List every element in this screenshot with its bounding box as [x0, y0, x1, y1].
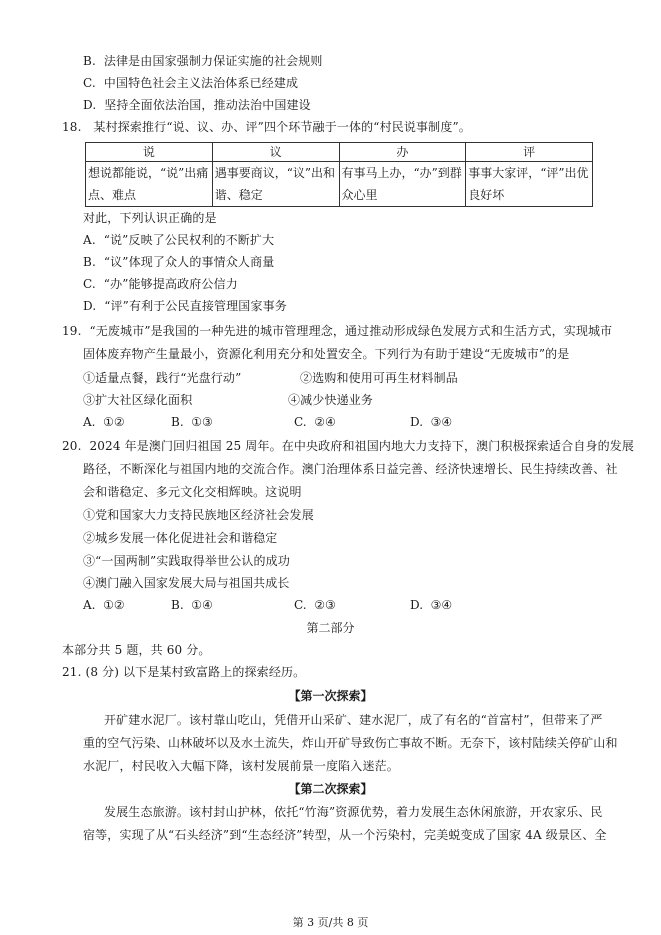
q19-stem-line2: 固体废弃物产生量最小，资源化利用充分和处置安全。下列行为有助于建设“无废城市”的是 [83, 347, 570, 361]
q18-option-d: D. “评”有利于公民直接管理国家事务 [83, 299, 287, 313]
table-header-cell: 办 [339, 143, 466, 162]
q17-option-c: C. 中国特色社会主义法治体系已经建成 [83, 76, 299, 90]
q21-section1-line2: 重的空气污染、山林破坏以及水土流失，炸山开矿导致伤亡事故不断。无奈下，该村陆续关停矿山和 [83, 736, 618, 750]
table-header-row [86, 143, 593, 162]
table-header-cell: 议 [212, 143, 339, 162]
q20-stem-line1: 20. 2024 年是澳门回归祖国 25 周年。在中央政府和祖国内地大力支持下，澳门积极探索适合自身的发展 [62, 439, 635, 453]
q19-choice-a: A. ①② [83, 415, 125, 429]
table-header-cell: 评 [466, 143, 593, 162]
q21-section1-title: 【第一次探索】 [288, 689, 373, 703]
q18-stem: 18. 某村探索推行“说、议、办、评”四个环节融于一体的“村民说事制度”。 [62, 120, 471, 134]
table-cell: 有事马上办，“办”到群众心里 [339, 162, 466, 207]
q17-option-b: B. 法律是由国家强制力保证实施的社会规则 [83, 54, 323, 68]
q20-choice-b: B. ①④ [171, 598, 213, 612]
q20-choice-d: D. ③④ [410, 598, 453, 612]
table-cell: 想说都能说，“说”出痛点、难点 [86, 162, 213, 207]
table-row [86, 162, 593, 207]
q21-section1-line3: 水泥厂，村民收入大幅下降，该村发展前景一度陷入迷茫。 [83, 759, 399, 773]
q20-choice-c: C. ②③ [294, 598, 336, 612]
q21-section1-line1: 开矿建水泥厂。该村靠山吃山，凭借开山采矿、建水泥厂，成了有名的“首富村”，但带来了严 [104, 713, 603, 727]
q18-prompt: 对此，下列认识正确的是 [83, 211, 217, 225]
page-footer: 第 3 页/共 8 页 [292, 916, 369, 929]
q19-stem-line1: 19. “无废城市”是我国的一种先进的城市管理理念，通过推动形成绿色发展方式和生活方式，实现城市 [62, 324, 613, 338]
q21-stem: 21. (8 分) 以下是某村致富路上的探索经历。 [62, 665, 306, 679]
q20-item-2: ②城乡发展一体化促进社会和谐稳定 [83, 531, 278, 545]
q18-table [85, 142, 593, 207]
q21-section2-line1: 发展生态旅游。该村封山护林，依托“竹海”资源优势，着力发展生态休闲旅游，开农家乐、民 [104, 805, 603, 819]
q19-choice-c: C. ②④ [294, 415, 336, 429]
q19-item-4: ④减少快递业务 [288, 393, 374, 407]
table-cell: 事事大家评，“评”出优良好坏 [466, 162, 593, 207]
q17-option-d: D. 坚持全面依法治国，推动法治中国建设 [83, 98, 311, 112]
q19-item-2: ②选购和使用可再生材料制品 [300, 371, 458, 385]
q19-choice-d: D. ③④ [410, 415, 453, 429]
q19-item-1: ①适量点餐，践行“光盘行动” [83, 371, 242, 385]
q21-section2-line2: 宿等，实现了从“石头经济”到“生态经济”转型，从一个污染村，完美蜕变成了国家 4A 级景区、全 [83, 828, 607, 842]
q18-option-c: C. “办”能够提高政府公信力 [83, 277, 238, 291]
q20-choice-a: A. ①② [83, 598, 125, 612]
q19-item-3: ③扩大社区绿化面积 [83, 393, 193, 407]
part2-intro: 本部分共 5 题，共 60 分。 [62, 643, 211, 657]
table-cell: 遇事要商议，“议”出和谐、稳定 [212, 162, 339, 207]
q21-section2-title: 【第二次探索】 [288, 782, 373, 796]
q20-item-1: ①党和国家大力支持民族地区经济社会发展 [83, 508, 314, 522]
part2-title: 第二部分 [306, 621, 355, 635]
q18-option-a: A. “说”反映了公民权利的不断扩大 [83, 233, 275, 247]
q18-option-b: B. “议”体现了众人的事情众人商量 [83, 255, 275, 269]
q19-choice-b: B. ①③ [171, 415, 213, 429]
q20-stem-line3: 会和谐稳定、多元文化交相辉映。这说明 [83, 485, 302, 499]
q20-item-4: ④澳门融入国家发展大局与祖国共成长 [83, 576, 290, 590]
table-header-cell: 说 [86, 143, 213, 162]
q20-item-3: ③“一国两制”实践取得举世公认的成功 [83, 554, 290, 568]
q20-stem-line2: 路径，不断深化与祖国内地的交流合作。澳门治理体系日益完善、经济快速增长、民生持续改善、社 [83, 462, 618, 476]
